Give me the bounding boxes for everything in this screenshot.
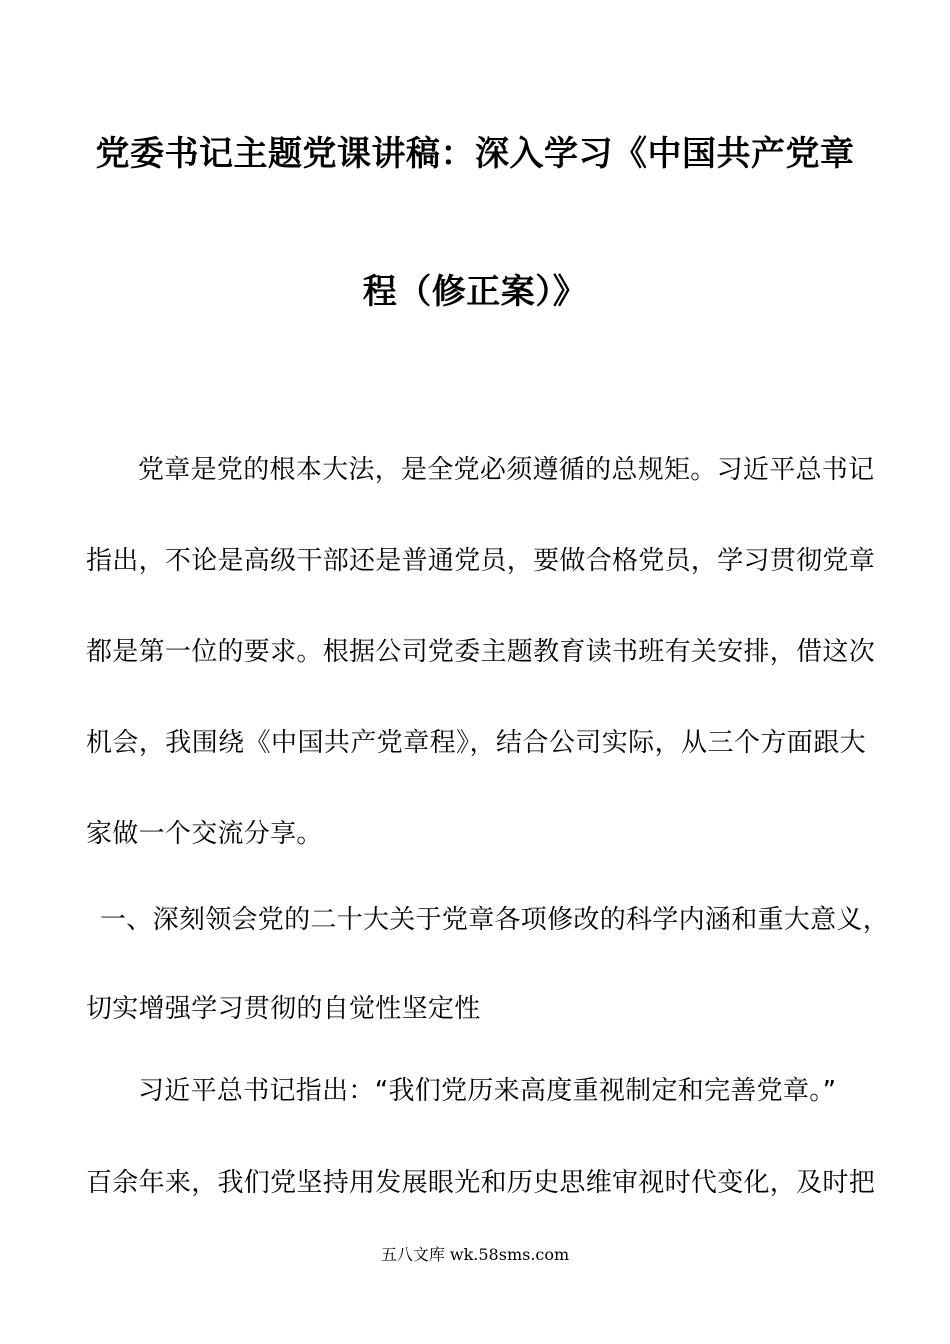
section-heading-1-line-1: 一、深刻领会党的二十大关于党章各项修改的科学内涵和重大意义， xyxy=(100,905,890,935)
paragraph-1-line-3: 都是第一位的要求。根据公司党委主题教育读书班有关安排，借这次 xyxy=(86,637,876,667)
section-heading-1-line-2: 切实增强学习贯彻的自觉性坚定性 xyxy=(86,994,481,1024)
paragraph-1-line-2: 指出，不论是高级干部还是普通党员，要做合格党员，学习贯彻党章 xyxy=(86,546,876,576)
paragraph-2-line-2: 百余年来，我们党坚持用发展眼光和历史思维审视时代变化，及时把 xyxy=(86,1168,876,1198)
footer-watermark: 五八文库 wk.58sms.com xyxy=(380,1245,570,1264)
paragraph-1-line-4: 机会，我围绕《中国共产党章程》，结合公司实际，从三个方面跟大 xyxy=(86,728,866,758)
document-title-line-1: 党委书记主题党课讲稿：深入学习《中国共产党章 xyxy=(95,134,855,174)
paragraph-2-line-1: 习近平总书记指出：“我们党历来高度重视制定和完善党章。” xyxy=(138,1076,837,1106)
paragraph-1-line-5: 家做一个交流分享。 xyxy=(86,819,323,849)
paragraph-1-line-1: 党章是党的根本大法，是全党必须遵循的总规矩。习近平总书记 xyxy=(138,455,875,485)
document-title-line-2: 程（修正案）》 xyxy=(362,272,588,312)
